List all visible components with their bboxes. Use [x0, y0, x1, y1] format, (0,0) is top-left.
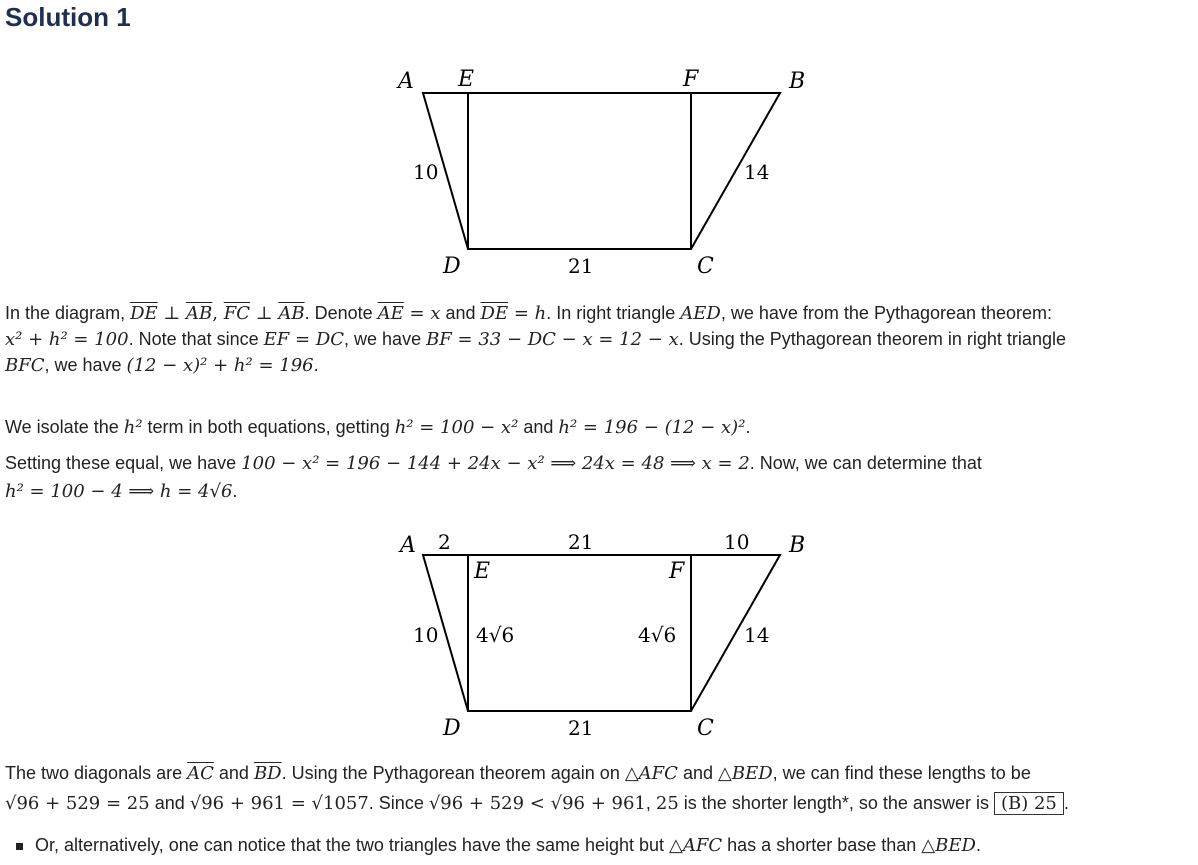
length-EF: 21 [568, 530, 594, 554]
label-E: E [458, 67, 475, 92]
label-D: D [443, 254, 461, 279]
label-D: D [443, 716, 461, 741]
para2-line1: We isolate the h² term in both equations, getting h² = 100 − x² and h² = 196 − (12 − x)². [5, 417, 751, 438]
para1-line1: In the diagram, $\overline{DE}$ ⊥ $\overline{AB}$, $\overline{FC}$ ⊥ $\overline{AB}$. Denote $\overline{AE} = x$ and $\overline{DE} = h$. In right triangle AED, we have from the Pythagorean theorem: [5, 303, 1053, 324]
length-BC: 14 [744, 160, 770, 184]
length-FC: 4√6 [638, 623, 677, 647]
length-AD: 10 [413, 160, 439, 184]
label-A: A [400, 533, 416, 558]
label-B: B [789, 533, 806, 558]
length-DC: 21 [568, 254, 594, 278]
length-BC: 14 [744, 623, 770, 647]
para3-line2: √96 + 529 = 25 and √96 + 961 = √1057. Since √96 + 529 < √96 + 961, 25 is the shorter length*, so the answer is (B) 25 . [5, 793, 1069, 814]
para1-line2: x² + h² = 100. Note that since EF = DC, we have BF = 33 − DC − x = 12 − x. Using the Pythagorean theorem in right triangle [5, 329, 1066, 350]
para2-line3: h² = 100 − 4 ⟹ h = 4√6. [5, 481, 238, 502]
trapezoid-outline [423, 93, 780, 249]
trapezoid-diagram-2 [0, 525, 1198, 745]
label-A: A [398, 69, 414, 94]
label-B: B [789, 69, 806, 94]
para1-line3: BFC, we have (12 − x)² + h² = 196. [5, 355, 319, 376]
bullet-marker [16, 843, 23, 850]
label-F: F [669, 559, 685, 584]
solution-heading: Solution 1 [5, 2, 131, 32]
length-DC: 21 [568, 716, 594, 740]
length-AD: 10 [413, 623, 439, 647]
para3-line1: The two diagonals are $\overline{AC}$ and $\overline{BD}$. Using the Pythagorean theorem again on △AFC and △BED, we can find these lengths to be [5, 763, 1031, 784]
length-FB: 10 [724, 530, 750, 554]
para2-line2: Setting these equal, we have 100 − x² = 196 − 144 + 24x − x² ⟹ 24x = 48 ⟹ x = 2. Now, we can determine that [5, 453, 982, 474]
length-DE: 4√6 [476, 623, 515, 647]
alternative-note: Or, alternatively, one can notice that the two triangles have the same height but △AFC has a shorter base than △BED. [35, 835, 981, 856]
label-F: F [683, 67, 699, 92]
label-C: C [697, 716, 714, 741]
answer-box: (B) 25 [994, 792, 1064, 815]
label-C: C [697, 254, 714, 279]
label-E: E [474, 559, 491, 584]
length-AE: 2 [438, 530, 451, 554]
